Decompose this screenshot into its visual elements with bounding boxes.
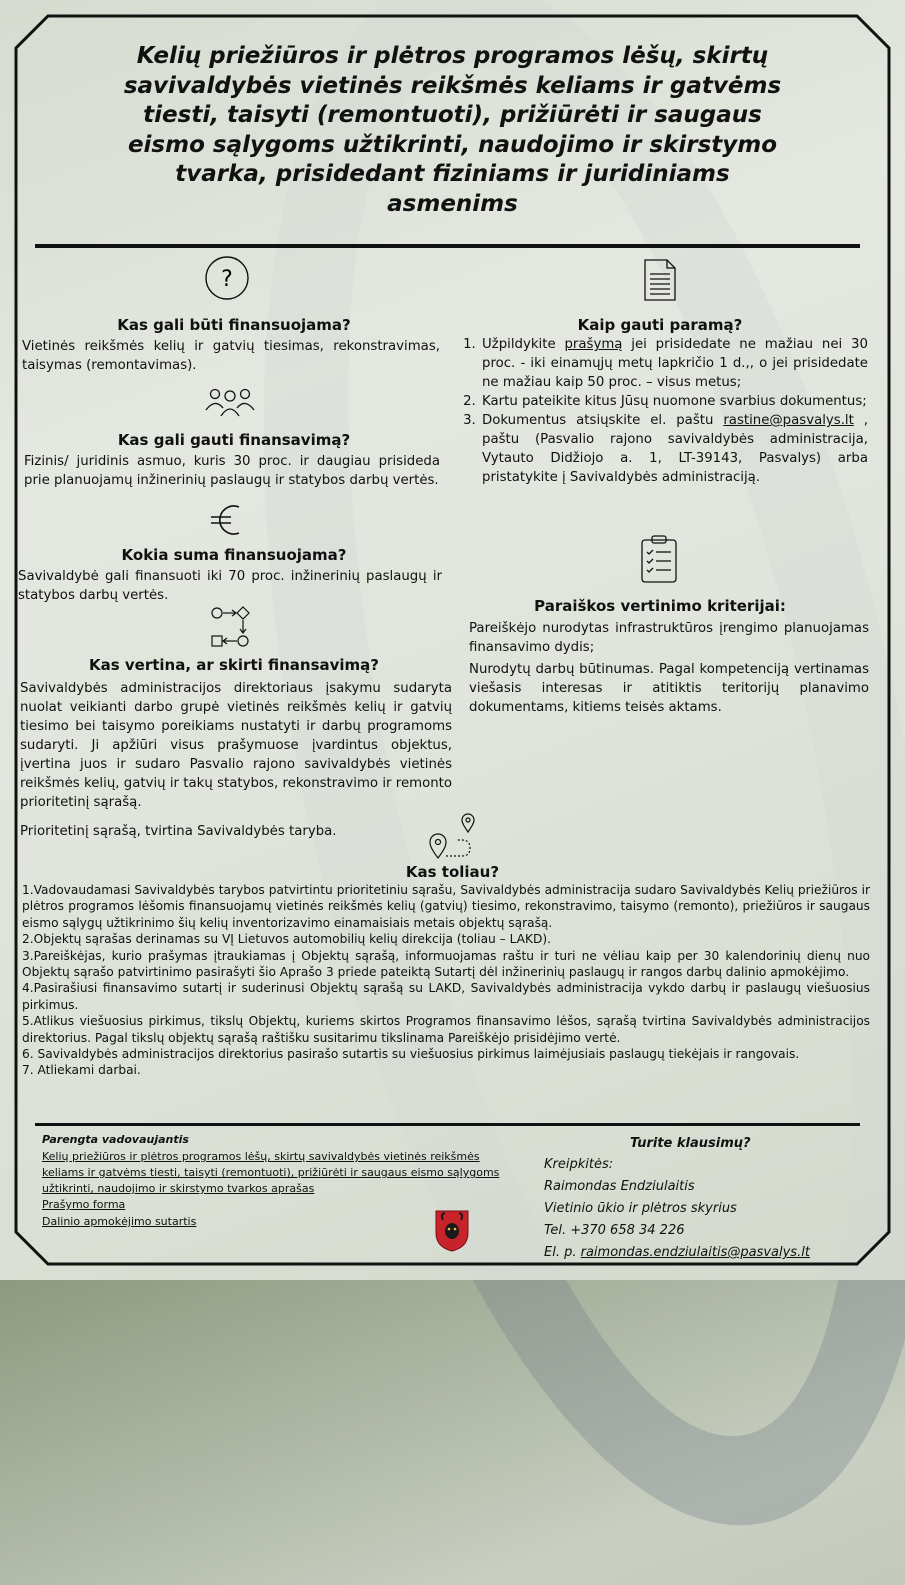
payment-agreement-link[interactable]: Dalinio apmokėjimo sutartis xyxy=(42,1215,197,1228)
next-step-6: 6. Savivaldybės administracijos direktorius pasirašo sutartis su viešuosius pirkimus laimėjusiais paslaugų tiekėjais ir rangovais. xyxy=(22,1047,800,1062)
section-text-who-evaluates: Savivaldybės administracijos direktoriaus įsakymu sudaryta nuolat veikianti darbo grupė vietinės reikšmės kelių ir gatvių tiesimo bei taisymo poreikiams nustatyti ir darbų programoms sudaryti. Ji apžiūri visus prašymuose įvardintus objektus, įvertina juos ir sudaro Pasvalio rajono savivaldybės vietinės reikšmės kelių, gatvių ir takų statybos, rekonstravimo ir remonto prioritetinį sąrašą. xyxy=(20,681,452,810)
application-form-footer-link[interactable]: Prašymo forma xyxy=(42,1198,126,1211)
contact-name: Raimondas Endziulaitis xyxy=(544,1179,695,1194)
next-step-1: 1.Vadovaudamasi Savivaldybės tarybos patvirtintu prioritetiniu sąrašu, Savivaldybės administracija sudaro Savivaldybės Kelių priežiūros ir plėtros programos lėšomis finansuojamų vietinės reikšmės kelių (gatvių) tiesimo, rekonstravimo, taisymo (remonto), priežiūros ir saugaus eismo sąlygų užtikrinimo šių kelių inventorizavimo einamaisiais metais objektų sąrašą. xyxy=(22,883,870,930)
next-step-2: 2.Objektų sąrašas derinamas su VĮ Lietuvos automobilių kelių direkcija (toliau – LAKD). xyxy=(22,932,552,947)
section-heading-who-eligible: Kas gali gauti finansavimą? xyxy=(117,431,351,449)
how-to-apply-steps xyxy=(462,335,868,487)
step-3-post: , paštu (Pasvalio rajono savivaldybės administracija, Vytauto Didžiojo a. 1, LT-39143, Pasvalys) arba pristatykite į Savivaldybės administraciją. xyxy=(482,413,868,485)
section-heading-amount: Kokia suma finansuojama? xyxy=(121,546,347,564)
contact-email-row xyxy=(544,1242,810,1264)
page-title: Kelių priežiūros ir plėtros programos lėšų, skirtų savivaldybės vietinės reikšmės keliams ir gatvėms tiesti, taisyti (remontuoti), prižiūrėti ir saugaus eismo sąlygoms užtikrinti, naudojimo ir skirstymo tvarka, prisidedant fiziniams ir juridiniams asmenims xyxy=(123,43,782,217)
section-text-who-eligible: Fizinis/ juridinis asmuo, kuris 30 proc. ir daugiau prisideda prie planuojamų inžinerinių paslaugų ir statybos darbų vertės. xyxy=(24,454,440,488)
footer-divider xyxy=(35,1123,860,1126)
regulation-link-line-2[interactable]: keliams ir gatvėms tiesti, taisyti (remontuoti), prižiūrėti ir saugaus eismo sąlygoms xyxy=(42,1166,500,1179)
contact-block xyxy=(544,1154,810,1264)
regulation-link-line-3[interactable]: užtikrinti, naudojimo ir skirstymo tvarkos aprašas xyxy=(42,1182,315,1195)
question-circle-icon xyxy=(204,255,250,301)
next-step-7: 7. Atliekami darbai. xyxy=(22,1063,141,1078)
step-1-post: jei prisidedate ne mažiau nei 30 proc. - iki einamųjų metų lapkričio 1 d.,, o jei prisidedate ne mažiau kaip 50 proc. – visus metus; xyxy=(482,337,868,390)
section-heading-next: Kas toliau? xyxy=(405,863,500,881)
title-divider xyxy=(35,244,860,248)
criteria-text-2: Nurodytų darbų būtinumas. Pagal kompetenciją vertinamas viešasis interesas ir atitiktis teritorijų planavimo dokumentams, kitiems teisės aktams. xyxy=(469,662,869,715)
clipboard-checklist-icon xyxy=(640,534,680,584)
step-1-pre: Užpildykite xyxy=(482,337,565,352)
step-1 xyxy=(480,335,868,392)
contact-department: Vietinio ūkio ir plėtros skyrius xyxy=(544,1201,737,1216)
step-3 xyxy=(480,411,868,487)
section-text-who-approves: Prioritetinį sąrašą, tvirtina Savivaldybės taryba. xyxy=(20,824,337,839)
route-pin-icon xyxy=(428,812,476,860)
section-heading-who-evaluates: Kas vertina, ar skirti finansavimą? xyxy=(88,656,380,674)
step-2: 2. Kartu pateikite kitus Jūsų nuomone svarbius dokumentus; xyxy=(480,392,868,411)
people-group-icon xyxy=(203,385,257,419)
criteria-text-1: Pareiškėjo nurodytas infrastruktūros įrengimo planuojamas finansavimo dydis; xyxy=(469,621,869,655)
step-3-pre: Dokumentus atsiųskite el. paštu xyxy=(482,413,724,428)
section-heading-what-funded: Kas gali būti finansuojama? xyxy=(117,316,351,334)
prepared-label: Parengta vadovaujantis xyxy=(42,1133,189,1146)
application-form-link[interactable]: prašymą xyxy=(564,337,623,352)
section-text-what-funded: Vietinės reikšmės kelių ir gatvių tiesimas, rekonstravimas, taisymas (remontavimas). xyxy=(22,339,440,373)
contact-phone: Tel. +370 658 34 226 xyxy=(544,1223,685,1238)
workflow-icon xyxy=(210,605,254,651)
section-heading-how-to-apply: Kaip gauti paramą? xyxy=(577,316,743,334)
next-step-4: 4.Pasirašiusi finansavimo sutartį ir suderinusi Objektų sąrašą su LAKD, Savivaldybės administracija vykdo darbų ir paslaugų viešuosius pirkimus. xyxy=(22,981,870,1012)
next-steps-list xyxy=(22,882,870,1079)
office-email-link[interactable]: rastine@pasvalys.lt xyxy=(723,413,854,428)
euro-icon xyxy=(209,500,245,540)
svg-text:?: ? xyxy=(221,267,233,292)
contact-label: Kreipkitės: xyxy=(544,1157,614,1172)
regulation-link[interactable] xyxy=(42,1149,522,1197)
contact-email-link[interactable]: raimondas.endziulaitis@pasvalys.lt xyxy=(580,1245,810,1260)
next-step-5: 5.Atlikus viešuosius pirkimus, tikslų Objektų, kuriems skirtos Programos finansavimo lėšos, sąrašą tvirtina Savivaldybės administracijos direktorius. Pagal tikslų objektų sąrašą raštišku susitarimu tikslinama Pareiškėjo prisidėjimo vertė. xyxy=(22,1014,870,1045)
contact-email-label: El. p. xyxy=(544,1245,581,1260)
section-text-amount: Savivaldybė gali finansuoti iki 70 proc. inžinerinių paslaugų ir statybos darbų vertės. xyxy=(18,569,442,603)
next-step-3: 3.Pareiškėjas, kurio prašymas įtraukiamas į Objektų sąrašą, informuojamas raštu ir turi ne vėliau kaip per 30 kalendorinių dienų nuo Objektų sąrašo patvirtinimo pasirašyti šio Aprašo 3 priede pateiktą Sutartį dėl inžinerinių paslaugų ir rangos darbų dalinio apmokėjimo. xyxy=(22,948,870,980)
section-heading-criteria: Paraiškos vertinimo kriterijai: xyxy=(534,597,786,615)
regulation-link-line-1[interactable]: Kelių priežiūros ir plėtros programos lėšų, skirtų savivaldybės vietinės reikšmės xyxy=(42,1150,480,1163)
questions-title: Turite klausimų? xyxy=(630,1136,751,1151)
pasvalys-coat-of-arms-icon xyxy=(435,1210,469,1252)
document-icon xyxy=(643,258,677,302)
